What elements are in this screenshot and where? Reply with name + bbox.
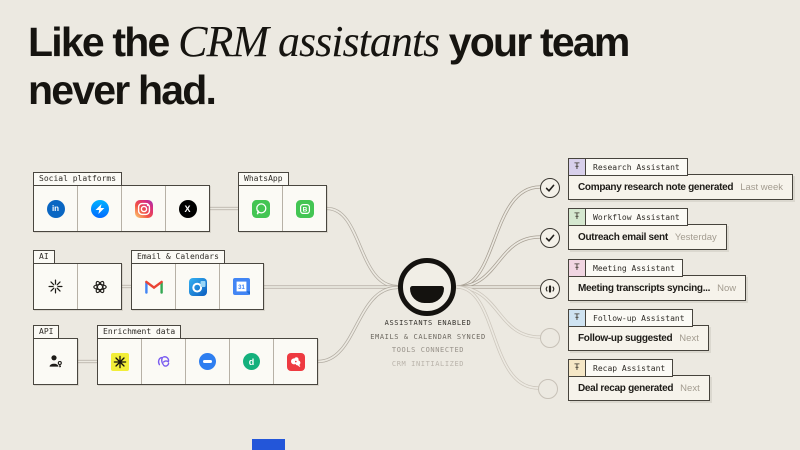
whatsapp-business-icon [283, 186, 326, 231]
red-brain-icon [274, 339, 317, 384]
pending-node-icon [538, 379, 558, 399]
hub-status-list [342, 317, 514, 371]
clay-asterisk-glyph [111, 353, 129, 371]
status-crm-initialized: CRM INITIALIZED [391, 359, 465, 368]
check-icon [540, 178, 560, 198]
google-calendar-glyph [233, 278, 250, 295]
assistant-name: Workflow Assistant [593, 212, 680, 222]
blue-badge-glyph [199, 353, 216, 370]
clay-asterisk-icon [98, 339, 142, 384]
status-tools-connected: TOOLS CONNECTED [391, 346, 465, 354]
headline-emphasis: CRM assistants [178, 17, 440, 66]
gmail-icon [132, 264, 176, 309]
group-label-api: API [33, 325, 59, 339]
messenger-glyph [91, 200, 109, 218]
user-key-glyph [47, 353, 64, 370]
status-emails-calendar-synced: EMAILS & CALENDAR SYNCED [370, 332, 486, 341]
green-d-icon [230, 339, 274, 384]
assistant-time: Next [680, 382, 700, 394]
card-follow-up-assistant [568, 325, 709, 351]
group-label-social-platforms: Social platforms [33, 172, 122, 186]
x-glyph: X [179, 200, 197, 218]
assistant-glyph-icon: Ŧ [569, 260, 586, 276]
card-workflow-assistant [568, 224, 727, 250]
group-box-ai [33, 263, 122, 310]
group-label-ai: AI [33, 250, 55, 264]
claude-starburst-glyph [47, 278, 64, 295]
assistant-message: Outreach email sent [578, 231, 668, 243]
tab-workflow-assistant [568, 208, 688, 226]
group-box-whatsapp [238, 185, 327, 232]
gmail-glyph [145, 280, 163, 294]
headline-line2: never had. [28, 67, 216, 113]
assistant-name: Recap Assistant [593, 363, 666, 373]
openai-knot-icon [78, 264, 121, 309]
assistant-name: Research Assistant [593, 162, 680, 172]
pending-node-icon [540, 328, 560, 348]
assistant-time: Last week [740, 181, 783, 193]
headline-post: your team [439, 19, 629, 65]
assistant-time: Next [679, 332, 699, 344]
outlook-glyph [189, 278, 207, 296]
user-key-icon [34, 339, 77, 384]
tab-meeting-assistant [568, 259, 683, 277]
status-assistants-enabled: ASSISTANTS ENABLED [384, 319, 472, 327]
google-calendar-icon [220, 264, 263, 309]
instagram-icon [122, 186, 166, 231]
assistant-glyph-icon: Ŧ [569, 360, 586, 376]
group-box-email-calendars [131, 263, 264, 310]
card-research-assistant [568, 174, 793, 200]
tab-recap-assistant [568, 359, 673, 377]
tab-follow-up-assistant [568, 309, 693, 327]
assistant-glyph-icon: Ŧ [569, 159, 586, 175]
hub-half-disc [410, 286, 444, 303]
whatsapp-glyph [252, 200, 270, 218]
assistant-name: Meeting Assistant [593, 263, 675, 273]
blue-badge-icon [186, 339, 230, 384]
instagram-glyph [135, 200, 153, 218]
group-label-enrichment-data: Enrichment data [97, 325, 181, 339]
green-d-glyph: d [243, 353, 260, 370]
assistant-message: Company research note generated [578, 181, 734, 193]
openai-knot-glyph [91, 278, 109, 296]
claude-starburst-icon [34, 264, 78, 309]
svg-text:31: 31 [238, 285, 245, 291]
assistant-glyph-icon: Ŧ [569, 209, 586, 225]
assistant-message: Deal recap generated [578, 382, 674, 394]
group-label-email-calendars: Email & Calendars [131, 250, 225, 264]
assistant-time: Now [717, 282, 737, 294]
syncing-mic-icon [540, 279, 560, 299]
hub-logo-icon [398, 258, 456, 316]
messenger-icon [78, 186, 122, 231]
group-label-whatsapp: WhatsApp [238, 172, 289, 186]
group-box-enrichment-data [97, 338, 318, 385]
group-box-api [33, 338, 78, 385]
x-icon [166, 186, 209, 231]
outlook-icon [176, 264, 220, 309]
card-recap-assistant [568, 375, 710, 401]
svg-text:B: B [302, 205, 307, 213]
check-icon [540, 228, 560, 248]
assistant-glyph-icon: Ŧ [569, 310, 586, 326]
assistant-time: Yesterday [674, 231, 717, 243]
card-meeting-assistant [568, 275, 746, 301]
bottom-blue-bar [252, 439, 285, 450]
linkedin-glyph: in [47, 200, 65, 218]
linkedin-icon [34, 186, 78, 231]
group-box-social-platforms [33, 185, 210, 232]
whatsapp-business-glyph [296, 200, 314, 218]
assistant-message: Follow-up suggested [578, 332, 673, 344]
whatsapp-icon [239, 186, 283, 231]
assistant-message: Meeting transcripts syncing... [578, 282, 711, 294]
assistant-name: Follow-up Assistant [593, 313, 685, 323]
purple-brain-glyph [155, 353, 172, 370]
purple-brain-icon [142, 339, 186, 384]
tab-research-assistant [568, 158, 688, 176]
headline-pre: Like the [28, 19, 179, 65]
red-brain-glyph [287, 353, 305, 371]
